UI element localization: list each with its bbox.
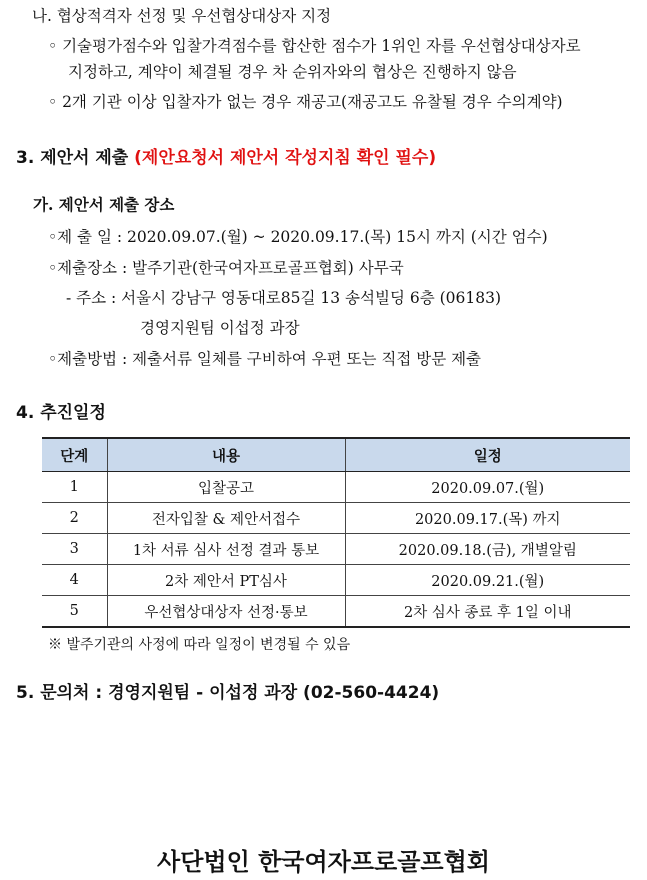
submission-address: - 주소 : 서울시 강남구 영동대로85길 13 송석빌딩 6층 (06183) — [66, 289, 502, 307]
schedule-cell: 2020.09.18.(금), 개별알림 — [345, 534, 630, 565]
header-stage: 단계 — [42, 438, 107, 472]
submission-contact-dept: 경영지원팀 이섭정 과장 — [140, 319, 300, 337]
table-row — [42, 596, 630, 628]
submission-method: ◦제출방법 : 제출서류 일체를 구비하여 우편 또는 직접 방문 제출 — [48, 350, 482, 368]
header-schedule: 일정 — [345, 438, 630, 472]
schedule-footnote: ※ 발주기관의 사정에 따라 일정이 변경될 수 있음 — [48, 637, 351, 653]
content-cell: 1차 서류 심사 선정 결과 통보 — [107, 534, 345, 565]
submission-place: ◦제출장소 : 발주기관(한국여자프로골프협회) 사무국 — [48, 259, 404, 277]
section-na-title: 나. 협상적격자 선정 및 우선협상대상자 지정 — [32, 7, 332, 25]
content-cell: 2차 제안서 PT심사 — [107, 565, 345, 596]
stage-cell: 1 — [42, 472, 107, 503]
section3-title: 3. 제안서 제출 — [16, 148, 129, 168]
schedule-cell: 2020.09.07.(월) — [345, 472, 630, 503]
stage-cell: 2 — [42, 503, 107, 534]
section3-note: (제안요청서 제안서 작성지침 확인 필수) — [134, 148, 437, 168]
bullet-rebid: ◦ 2개 기관 이상 입찰자가 없는 경우 재공고(재공고도 유찰될 경우 수의계약) — [48, 93, 563, 111]
table-row — [42, 503, 630, 534]
section4-title: 4. 추진일정 — [16, 403, 106, 423]
submission-deadline: ◦제 출 일 : 2020.09.07.(월) ~ 2020.09.17.(목) 15시 까지 (시간 엄수) — [48, 228, 548, 246]
content-cell: 전자입찰 & 제안서접수 — [107, 503, 345, 534]
bullet-priority-negotiation-cont: 지정하고, 계약이 체결될 경우 차 순위자와의 협상은 진행하지 않음 — [68, 63, 517, 81]
schedule-cell: 2차 심사 종료 후 1일 이내 — [345, 596, 630, 628]
schedule-table — [42, 437, 630, 628]
stage-cell: 4 — [42, 565, 107, 596]
header-content: 내용 — [107, 438, 345, 472]
schedule-cell: 2020.09.17.(목) 까지 — [345, 503, 630, 534]
schedule-cell: 2020.09.21.(월) — [345, 565, 630, 596]
bullet-priority-negotiation: ◦ 기술평가점수와 입찰가격점수를 합산한 점수가 1위인 자를 우선협상대상자로 — [48, 37, 581, 55]
content-cell: 입찰공고 — [107, 472, 345, 503]
submission-place-title: 가. 제안서 제출 장소 — [33, 195, 175, 214]
stage-cell: 3 — [42, 534, 107, 565]
schedule-header-row — [42, 438, 630, 472]
table-row — [42, 472, 630, 503]
table-row — [42, 534, 630, 565]
table-row — [42, 565, 630, 596]
stage-cell: 5 — [42, 596, 107, 628]
organization-name: 사단법인 한국여자프로골프협회 — [157, 847, 490, 876]
section5-contact: 5. 문의처 : 경영지원팀 - 이섭정 과장 (02-560-4424) — [16, 683, 440, 703]
content-cell: 우선협상대상자 선정·통보 — [107, 596, 345, 628]
section3-heading — [16, 147, 436, 169]
